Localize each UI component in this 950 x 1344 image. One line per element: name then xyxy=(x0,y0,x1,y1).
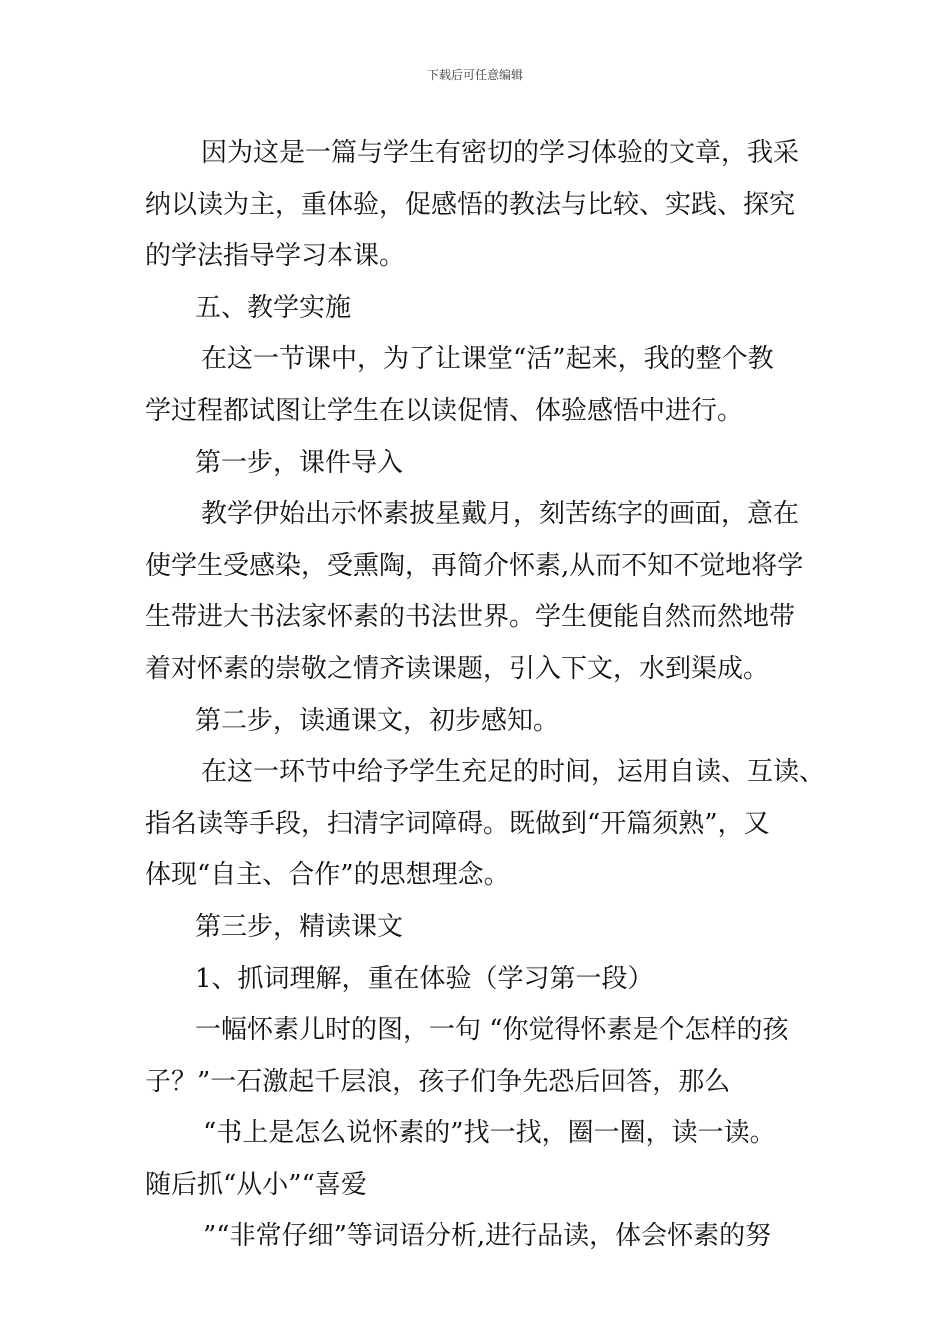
step-heading: 第三步，精读课文 xyxy=(195,911,404,942)
paragraph-line: 因为这是一篇与学生有密切的学习体验的文章，我采 xyxy=(201,138,800,168)
body-text xyxy=(145,128,826,1263)
paragraph-line: 纳以读为主，重体验，促感悟的教法与比较、实践、探究 xyxy=(145,189,796,220)
paragraph-line: 随后抓“从小”“喜爱 xyxy=(145,1169,367,1200)
page-header: 下载后可任意编辑 xyxy=(426,68,523,82)
paragraph-line: ”“非常仔细”等词语分析,进行品读，体会怀素的努 xyxy=(203,1221,772,1252)
paragraph-line: 生带进大书法家怀素的书法世界。学生便能自然而然地带 xyxy=(145,602,796,633)
paragraph-line: 着对怀素的崇敬之情齐读课题，引入下文，水到渠成。 xyxy=(145,653,770,684)
paragraph-line: 使学生受感染，受熏陶，再简介怀素,从而不知不觉地将学 xyxy=(145,550,804,581)
step-heading: 第二步，读通课文，初步感知。 xyxy=(195,705,560,736)
paragraph-line: 教学伊始出示怀素披星戴月，刻苦练字的画面，意在 xyxy=(201,499,800,530)
step-heading: 第一步，课件导入 xyxy=(195,447,404,478)
paragraph-line: 指名读等手段，扫清字词障碍。既做到“开篇须熟”，又 xyxy=(145,808,770,839)
paragraph-line: “书上是怎么说怀素的”找一找，圈一圈，读一读。 xyxy=(203,1118,776,1149)
section-heading: 五、教学实施 xyxy=(195,292,352,323)
sub-heading: 1、抓词理解，重在体验（学习第一段） xyxy=(195,963,654,994)
paragraph-line: 学过程都试图让学生在以读促情、体验感悟中进行。 xyxy=(145,395,744,426)
paragraph-line: 在这一节课中，为了让课堂“活”起来，我的整个教 xyxy=(201,344,774,375)
paragraph-line: 子？”一石激起千层浪，孩子们争先恐后回答，那么 xyxy=(145,1066,731,1097)
paragraph-line: 体现“自主、合作”的思想理念。 xyxy=(145,860,510,891)
paragraph-line: 的学法指导学习本课。 xyxy=(145,241,406,272)
paragraph-line: 一幅怀素儿时的图，一句 “你觉得怀素是个怎样的孩 xyxy=(195,1015,789,1046)
paragraph-line: 在这一环节中给予学生充足的时间，运用自读、互读、 xyxy=(201,757,826,788)
